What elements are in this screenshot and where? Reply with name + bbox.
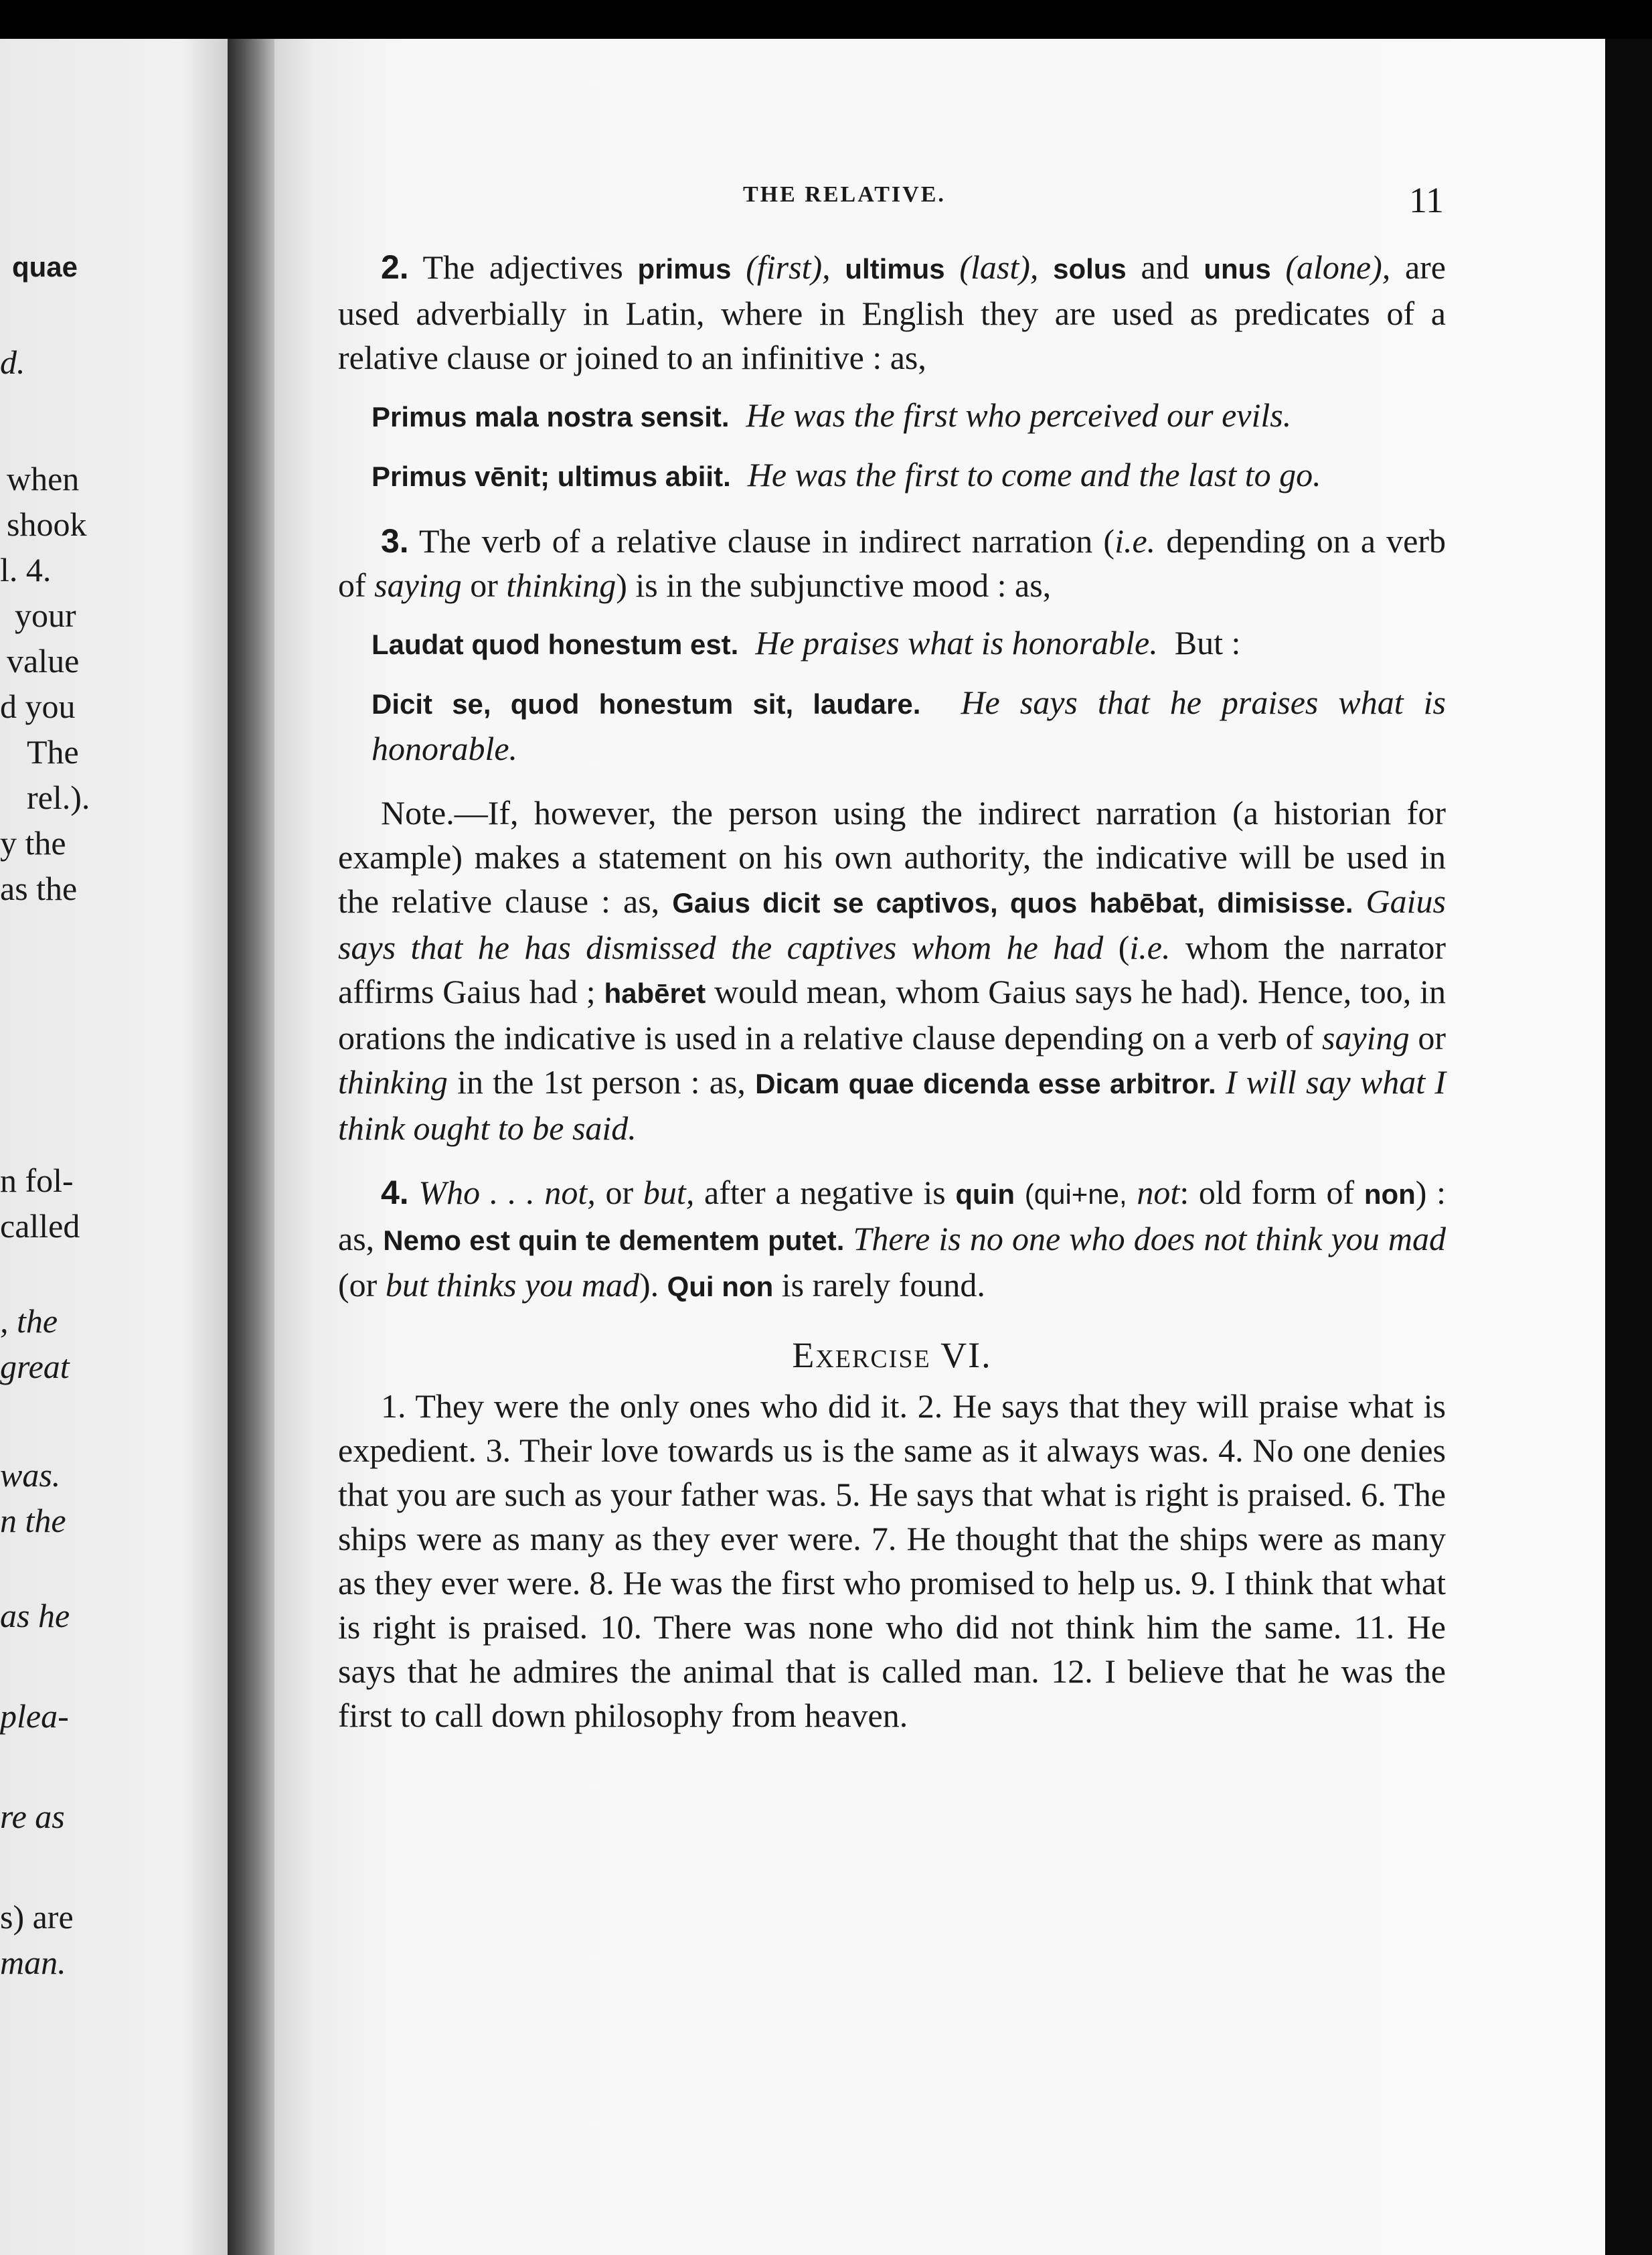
example-1 — [338, 393, 1446, 439]
example-latin: Primus mala nostra sensit. — [371, 401, 730, 433]
text-run: i.e. — [1129, 929, 1171, 966]
section-4-paragraph — [338, 1170, 1446, 1309]
latin-word: solus — [1053, 253, 1127, 285]
left-fragment: s) are — [0, 1898, 74, 1936]
text-run: or — [1418, 1019, 1447, 1057]
text-run: thinking — [338, 1063, 448, 1101]
left-fragment: y the — [0, 824, 66, 862]
left-fragment: quae — [12, 251, 78, 283]
left-fragment: man. — [0, 1944, 66, 1981]
english-example: Gaius says that he has dismissed the captives whom he had — [338, 882, 1447, 966]
text-run: depending on a verb of — [338, 522, 1446, 604]
example-english: He praises what is honorable. — [755, 624, 1158, 662]
scan-right-border — [1605, 39, 1652, 2255]
section-number: 4. — [381, 1174, 409, 1211]
exercise-text: 1. They were the only ones who did it. 2. He says that they will praise what is expedient. 3. Their love towards us is the same as it always was. 4. No one denies that you are such as your father was. 5. He says that what is right is praised. 6. The ships were as many as they ever were. 7. He thought that the ships were as many as they ever were. 8. He was the first who promised to help us. 9. I think that what is right is praised. 10. There was none who did not think him the same. 11. He says that he admires the animal that is called man. 12. I believe that he was the first to call down philosophy from heaven. — [338, 1387, 1446, 1734]
text-run: saying — [374, 566, 462, 604]
latin-word: primus — [637, 253, 732, 285]
left-fragment: d you — [0, 688, 76, 725]
left-fragment: l. 4. — [0, 551, 52, 589]
section-number: 2. — [381, 248, 409, 286]
example-2 — [338, 453, 1446, 499]
page-body — [338, 245, 1446, 1737]
left-fragment: The — [27, 733, 79, 771]
example-3 — [338, 621, 1446, 667]
latin-example: Dicam quae dicenda esse arbitror. — [755, 1068, 1216, 1099]
left-fragment: plea- — [0, 1697, 69, 1735]
latin-word: ultimus — [845, 253, 945, 285]
left-fragment: called — [0, 1207, 80, 1245]
left-fragment: when — [7, 460, 80, 497]
left-fragment: d. — [0, 343, 25, 381]
english-example: but thinks you mad — [385, 1266, 639, 1304]
gloss: (alone), — [1285, 248, 1391, 286]
example-latin: Primus vēnit; ultimus abiit. — [371, 461, 731, 492]
left-fragment: re as — [0, 1798, 65, 1835]
running-title: THE RELATIVE. — [743, 182, 946, 207]
text-run: (or — [338, 1266, 386, 1304]
book-gutter-shadow — [228, 39, 274, 2255]
example-english: He says that he praises what is honorable. — [371, 684, 1446, 767]
latin-word: non — [1364, 1178, 1416, 1210]
left-fragment: , the — [0, 1302, 58, 1340]
example-english: He was the first to come and the last to go. — [747, 456, 1321, 493]
left-fragment: was. — [0, 1456, 61, 1494]
text-run: ) : as, — [338, 1174, 1447, 1257]
text-run: ( — [1103, 929, 1130, 966]
left-fragment: great — [0, 1348, 70, 1385]
text-run: The adjectives — [422, 248, 623, 286]
text-run: (qui+ne, — [1024, 1178, 1127, 1210]
text-run: Note.—If, however, the person using the indirect narration (a historian for example) makes a statement on his own authority, the indicative will be used in the relative clause : as, — [338, 794, 1446, 920]
gloss: (last), — [959, 248, 1039, 286]
latin-word: habēret — [604, 978, 706, 1009]
latin-word: Qui non — [667, 1271, 774, 1302]
text-run: in the 1st person : as, — [457, 1063, 746, 1101]
left-fragment: value — [7, 642, 80, 680]
text-run: would mean, whom Gaius says he had). Hence, too, in orations the indicative is used in a relative clause depending on a verb of — [338, 973, 1447, 1057]
text-run: saying — [1322, 1019, 1410, 1057]
left-fragment: as he — [0, 1597, 70, 1634]
latin-word: unus — [1204, 253, 1271, 285]
text-run: ) is in the subjunctive mood : as, — [616, 566, 1052, 604]
latin-word: quin — [955, 1178, 1015, 1210]
section-3-paragraph — [338, 519, 1446, 607]
latin-example: Gaius dicit se captivos, quos habēbat, dimisisse. — [672, 887, 1353, 919]
text-run: Who . . . not, — [418, 1174, 596, 1211]
latin-example: Nemo est quin te dementem putet. — [383, 1225, 845, 1256]
text-run: and — [1141, 248, 1189, 286]
english-example: I will say what I think ought to be said. — [338, 1063, 1447, 1147]
text-run: ). — [639, 1266, 659, 1304]
text-run: are used adverbially in Latin, where in English they are used as predicates of a relative clause or joined to an infinitive : as, — [338, 248, 1447, 376]
example-latin: Laudat quod honestum est. — [371, 629, 739, 660]
text-run: : old form of — [1179, 1174, 1355, 1211]
text-run: after a negative is — [704, 1174, 946, 1211]
text-run: i.e. — [1114, 522, 1156, 560]
text-run: thinking — [506, 566, 616, 604]
left-fragment: n fol- — [0, 1162, 74, 1199]
left-fragment: rel.). — [27, 779, 90, 816]
left-fragment: shook — [7, 506, 87, 543]
note-paragraph — [338, 791, 1446, 1150]
left-page-edge — [0, 39, 228, 2255]
section-2-paragraph — [338, 245, 1446, 380]
text-run: whom the narrator affirms Gaius had ; — [338, 929, 1447, 1010]
example-english: He was the first who perceived our evils. — [746, 396, 1292, 434]
text-run: but, — [643, 1174, 695, 1211]
text-run: But : — [1174, 624, 1241, 662]
section-number: 3. — [381, 522, 409, 560]
left-fragment: your — [15, 597, 76, 634]
gloss: (first), — [746, 248, 831, 286]
text-run: is rarely found. — [781, 1266, 985, 1304]
left-fragment: n the — [0, 1502, 66, 1539]
exercise-heading: Exercise VI. — [792, 1335, 992, 1375]
scan-top-border — [0, 0, 1652, 39]
text-run: not — [1137, 1174, 1180, 1211]
example-4 — [338, 680, 1446, 771]
english-example: There is no one who does not think you mad — [853, 1220, 1446, 1257]
text-run: or — [605, 1174, 634, 1211]
example-latin: Dicit se, quod honestum sit, laudare. — [371, 688, 921, 720]
page-number: 11 — [1409, 180, 1444, 220]
text-run: The verb of a relative clause in indirect narration ( — [418, 522, 1115, 560]
left-fragment: as the — [0, 870, 78, 907]
text-run: or — [461, 566, 507, 604]
